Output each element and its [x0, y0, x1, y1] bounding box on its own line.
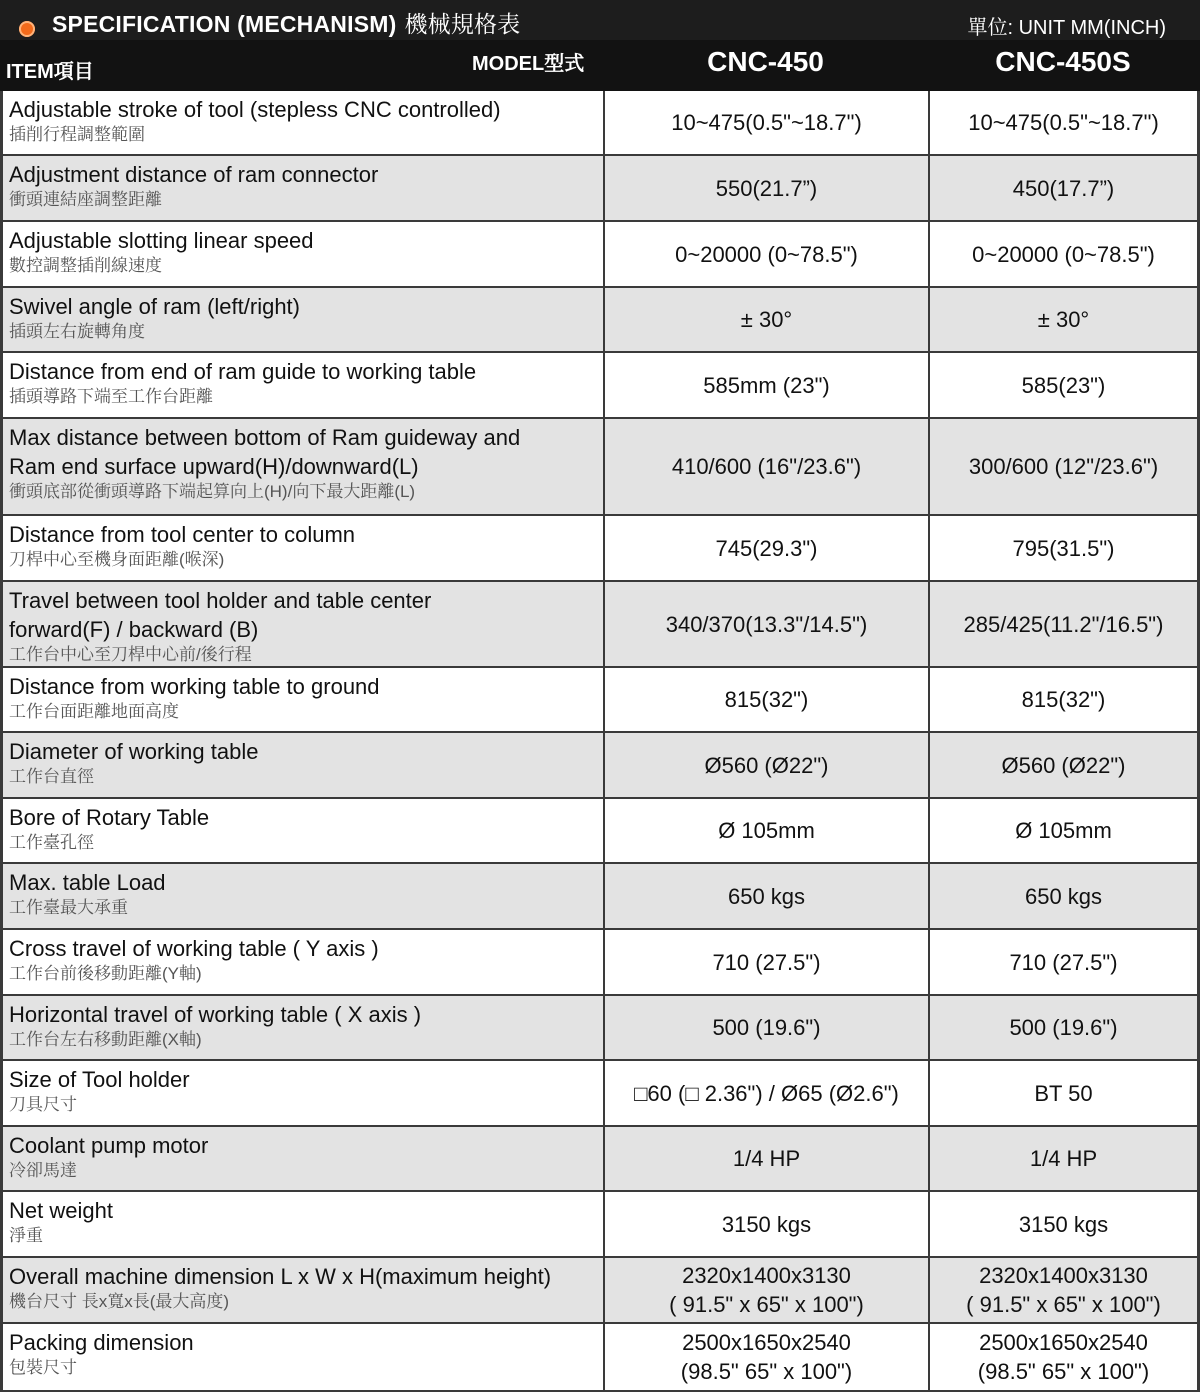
- item-cell: [0, 864, 603, 928]
- item-label-zh: 衝頭底部從衝頭導路下端起算向上(H)/向下最大距離(L): [9, 482, 416, 501]
- item-cell: [0, 930, 603, 994]
- item-label-en: Distance from working table to ground: [9, 674, 380, 699]
- value-cell-cnc450s: [928, 222, 1200, 286]
- value-cnc450: 2500x1650x2540 (98.5" 65" x 100"): [680, 1330, 853, 1384]
- item-label-en: Adjustable stroke of tool (stepless CNC controlled): [9, 97, 501, 122]
- item-cell: [0, 996, 603, 1059]
- item-cell: [0, 1324, 603, 1390]
- item-label-zh: 工作台直徑: [9, 767, 94, 786]
- item-label-zh: 工作台中心至刀桿中心前/後行程: [9, 645, 252, 664]
- item-cell: [0, 1127, 603, 1190]
- item-label-zh: 刀具尺寸: [9, 1095, 77, 1114]
- item-label-en: Size of Tool holder: [9, 1067, 190, 1092]
- value-cell-cnc450: [603, 419, 928, 514]
- value-cell-cnc450: [603, 733, 928, 797]
- item-label-zh: 數控調整插削線速度: [9, 256, 162, 275]
- value-cnc450: 585mm (23"): [703, 372, 830, 398]
- item-cell: [0, 1061, 603, 1125]
- value-cnc450: 650 kgs: [727, 883, 806, 909]
- value-cell-cnc450s: [928, 156, 1200, 220]
- value-cnc450: 815(32"): [724, 687, 809, 712]
- item-label-en: Max. table Load: [9, 870, 166, 895]
- item-label-zh: 工作臺最大承重: [9, 898, 128, 917]
- value-cnc450s: 795(31.5"): [1012, 535, 1115, 561]
- header-model-cnc450s: CNC-450S: [995, 46, 1131, 77]
- value-cell-cnc450s: [928, 996, 1200, 1059]
- header-model-cnc450: CNC-450: [707, 46, 824, 77]
- item-label-en: Swivel angle of ram (left/right): [9, 294, 300, 319]
- table-row: [0, 1258, 1200, 1324]
- item-cell: [0, 582, 603, 666]
- table-row: [0, 668, 1200, 733]
- value-cell-cnc450s: [928, 516, 1200, 580]
- header-model: MODEL型式: [472, 53, 585, 75]
- value-cell-cnc450: [603, 996, 928, 1059]
- item-label-zh: 插削行程調整範圍: [9, 125, 145, 144]
- value-cnc450s: 710 (27.5"): [1009, 949, 1118, 975]
- item-label-zh: 工作台前後移動距離(Y軸): [9, 964, 202, 983]
- table-header: [0, 40, 1200, 91]
- item-cell: [0, 353, 603, 417]
- table-row: [0, 516, 1200, 582]
- value-cell-cnc450: [603, 864, 928, 928]
- item-cell: [0, 288, 603, 351]
- value-cnc450: 410/600 (16"/23.6"): [671, 454, 862, 479]
- item-label-en: Cross travel of working table ( Y axis ): [9, 936, 379, 961]
- value-cnc450: ± 30°: [740, 307, 793, 332]
- value-cnc450s: 2500x1650x2540 (98.5" 65" x 100"): [977, 1330, 1150, 1384]
- value-cell-cnc450: [603, 668, 928, 731]
- title-zh: 機械規格表: [404, 11, 521, 37]
- table-row: [0, 156, 1200, 222]
- item-label-en: Adjustment distance of ram connector: [9, 162, 379, 187]
- value-cnc450s: 0~20000 (0~78.5"): [972, 241, 1155, 267]
- value-cell-cnc450: [603, 1192, 928, 1256]
- table-row: [0, 288, 1200, 353]
- bullet-dot-icon: [19, 21, 35, 37]
- item-label-en: Distance from end of ram guide to working table: [9, 359, 477, 384]
- item-label-zh: 刀桿中心至機身面距離(喉深): [9, 550, 225, 569]
- value-cell-cnc450s: [928, 419, 1200, 514]
- item-label-en: Packing dimension: [9, 1330, 194, 1355]
- value-cell-cnc450: [603, 353, 928, 417]
- table-row: [0, 582, 1200, 668]
- value-cnc450s: ± 30°: [1037, 307, 1090, 332]
- value-cell-cnc450s: [928, 1324, 1200, 1390]
- value-cell-cnc450s: [928, 733, 1200, 797]
- item-label-en: Horizontal travel of working table ( X axis ): [9, 1002, 422, 1027]
- item-cell: [0, 1192, 603, 1256]
- value-cnc450s: 2320x1400x3130 ( 91.5" x 65" x 100"): [966, 1263, 1161, 1317]
- item-cell: [0, 156, 603, 220]
- value-cnc450s: 1/4 HP: [1029, 1146, 1098, 1171]
- page-title: [52, 6, 520, 39]
- value-cnc450s: 450(17.7”): [1012, 175, 1115, 201]
- value-cnc450: 2320x1400x3130 ( 91.5" x 65" x 100"): [669, 1263, 864, 1317]
- value-cnc450: Ø560 (Ø22"): [704, 752, 829, 778]
- value-cnc450s: 300/600 (12"/23.6"): [968, 454, 1159, 479]
- value-cell-cnc450s: [928, 288, 1200, 351]
- value-cell-cnc450: [603, 288, 928, 351]
- item-label-en: Travel between tool holder and table center forward(F) / backward (B): [9, 588, 432, 642]
- value-cnc450s: 285/425(11.2"/16.5"): [963, 611, 1164, 637]
- value-cell-cnc450: [603, 1324, 928, 1390]
- value-cell-cnc450: [603, 516, 928, 580]
- title-en: SPECIFICATION (MECHANISM): [52, 11, 397, 37]
- item-label-zh: 插頭左右旋轉角度: [9, 322, 145, 341]
- item-cell: [0, 733, 603, 797]
- value-cnc450: Ø 105mm: [718, 818, 815, 843]
- item-cell: [0, 1258, 603, 1322]
- item-label-zh: 包裝尺寸: [9, 1358, 77, 1377]
- value-cnc450: □60 (□ 2.36") / Ø65 (Ø2.6"): [634, 1080, 899, 1106]
- value-cell-cnc450: [603, 930, 928, 994]
- item-label-zh: 冷卻馬達: [9, 1161, 77, 1180]
- value-cnc450s: BT 50: [1034, 1080, 1093, 1106]
- unit-label: 單位: UNIT MM(INCH): [967, 17, 1166, 39]
- item-label-en: Net weight: [9, 1198, 113, 1223]
- value-cnc450: 500 (19.6"): [712, 1015, 821, 1040]
- value-cnc450: 550(21.7”): [715, 175, 818, 201]
- value-cell-cnc450: [603, 1061, 928, 1125]
- table-row: [0, 353, 1200, 419]
- value-cell-cnc450s: [928, 91, 1200, 154]
- table-row: [0, 733, 1200, 799]
- value-cnc450s: 3150 kgs: [1018, 1211, 1109, 1237]
- value-cell-cnc450s: [928, 1061, 1200, 1125]
- value-cell-cnc450: [603, 799, 928, 862]
- value-cell-cnc450: [603, 91, 928, 154]
- item-cell: [0, 516, 603, 580]
- value-cell-cnc450: [603, 1127, 928, 1190]
- item-cell: [0, 222, 603, 286]
- value-cnc450s: 650 kgs: [1024, 883, 1103, 909]
- item-label-zh: 工作台面距離地面高度: [9, 702, 179, 721]
- item-label-zh: 工作臺孔徑: [9, 833, 94, 852]
- title-bar: [0, 0, 1200, 41]
- value-cell-cnc450s: [928, 799, 1200, 862]
- value-cnc450: 0~20000 (0~78.5"): [675, 241, 858, 267]
- value-cell-cnc450s: [928, 864, 1200, 928]
- item-cell: [0, 91, 603, 154]
- spec-table-body: [0, 91, 1200, 1392]
- item-label-en: Max distance between bottom of Ram guideway and Ram end surface upward(H)/downward(L): [9, 425, 521, 479]
- value-cnc450s: 815(32"): [1021, 687, 1106, 712]
- value-cnc450s: 10~475(0.5"~18.7"): [968, 110, 1159, 135]
- value-cnc450s: 500 (19.6"): [1009, 1015, 1118, 1040]
- value-cnc450: 710 (27.5"): [712, 949, 821, 975]
- value-cnc450s: 585(23"): [1021, 372, 1106, 398]
- item-cell: [0, 419, 603, 514]
- value-cnc450s: Ø560 (Ø22"): [1001, 752, 1126, 778]
- value-cell-cnc450s: [928, 1127, 1200, 1190]
- table-row: [0, 419, 1200, 516]
- table-row: [0, 799, 1200, 864]
- table-row: [0, 1192, 1200, 1258]
- item-label-zh: 衝頭連結座調整距離: [9, 190, 162, 209]
- item-label-zh: 插頭導路下端至工作台距離: [9, 387, 213, 406]
- value-cell-cnc450s: [928, 1192, 1200, 1256]
- table-row: [0, 1324, 1200, 1392]
- item-label-zh: 工作台左右移動距離(X軸): [9, 1030, 202, 1049]
- value-cell-cnc450s: [928, 582, 1200, 666]
- value-cell-cnc450: [603, 1258, 928, 1322]
- header-item: ITEM項目: [6, 61, 94, 83]
- item-label-en: Adjustable slotting linear speed: [9, 228, 314, 253]
- item-label-en: Diameter of working table: [9, 739, 259, 764]
- table-row: [0, 1061, 1200, 1127]
- value-cell-cnc450s: [928, 668, 1200, 731]
- table-row: [0, 864, 1200, 930]
- value-cnc450: 1/4 HP: [732, 1146, 801, 1171]
- value-cell-cnc450: [603, 582, 928, 666]
- value-cell-cnc450s: [928, 930, 1200, 994]
- item-label-en: Coolant pump motor: [9, 1133, 209, 1158]
- value-cell-cnc450s: [928, 1258, 1200, 1322]
- value-cell-cnc450: [603, 156, 928, 220]
- value-cell-cnc450: [603, 222, 928, 286]
- item-label-zh: 淨重: [9, 1226, 43, 1245]
- value-cnc450: 340/370(13.3"/14.5"): [665, 611, 868, 637]
- item-label-en: Distance from tool center to column: [9, 522, 356, 547]
- table-row: [0, 996, 1200, 1061]
- table-row: [0, 930, 1200, 996]
- table-row: [0, 222, 1200, 288]
- item-cell: [0, 668, 603, 731]
- item-label-zh: 機台尺寸 長x寬x長(最大高度): [9, 1292, 230, 1311]
- item-label-en: Bore of Rotary Table: [9, 805, 210, 830]
- value-cnc450: 10~475(0.5"~18.7"): [671, 110, 862, 135]
- table-row: [0, 1127, 1200, 1192]
- table-row: [0, 91, 1200, 156]
- value-cell-cnc450s: [928, 353, 1200, 417]
- item-cell: [0, 799, 603, 862]
- item-label-en: Overall machine dimension L x W x H(maximum height): [9, 1264, 552, 1289]
- value-cnc450s: Ø 105mm: [1015, 818, 1112, 843]
- value-cnc450: 745(29.3"): [715, 535, 818, 561]
- value-cnc450: 3150 kgs: [721, 1211, 812, 1237]
